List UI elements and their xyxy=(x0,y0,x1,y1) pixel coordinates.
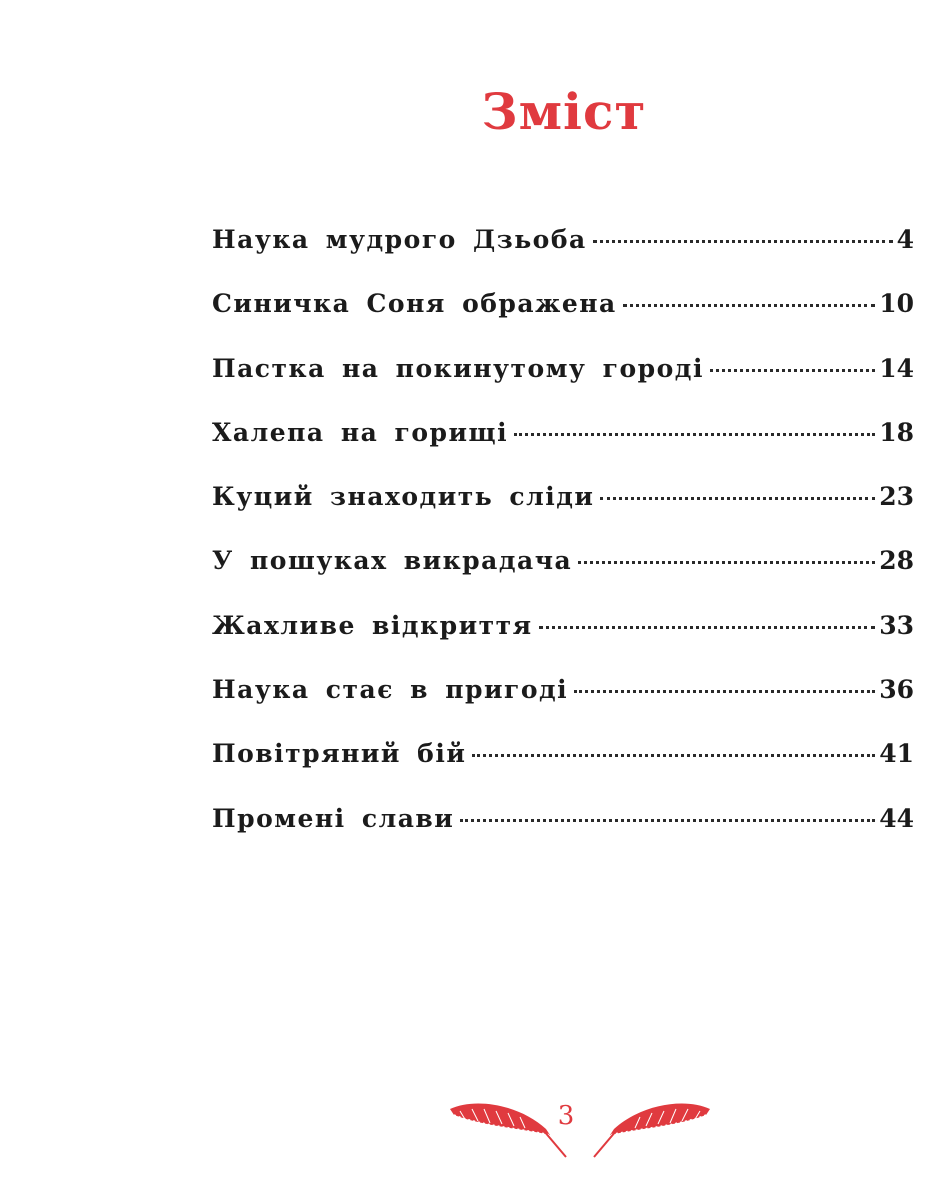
toc-entry-page: 18 xyxy=(879,417,914,447)
toc-entry-page: 36 xyxy=(879,675,914,705)
toc-entry-page: 10 xyxy=(879,289,914,319)
toc-dot-leader xyxy=(578,561,875,564)
toc-dot-leader xyxy=(623,304,875,307)
toc-dot-leader xyxy=(472,754,875,757)
toc-dot-leader xyxy=(710,369,875,372)
toc-dot-leader xyxy=(593,240,893,243)
toc-entry[interactable] xyxy=(212,722,914,786)
toc-entry-title: Синичка Соня ображена xyxy=(212,289,617,319)
toc-entry-page: 44 xyxy=(879,803,914,833)
toc-entry[interactable] xyxy=(212,208,914,272)
toc-entry[interactable] xyxy=(212,401,914,465)
toc-entry-title: Наука стає в пригоді xyxy=(212,675,569,705)
toc-entry[interactable] xyxy=(212,787,914,851)
toc-entry-page: 33 xyxy=(879,610,914,640)
toc-entry[interactable] xyxy=(212,658,914,722)
feather-icon xyxy=(590,1099,714,1159)
toc-dot-leader xyxy=(574,690,875,693)
page-footer xyxy=(0,1095,932,1165)
page-number: 3 xyxy=(557,1101,575,1131)
toc-dot-leader xyxy=(539,626,876,629)
toc-entry-title: Наука мудрого Дзьоба xyxy=(212,225,587,254)
toc-dot-leader xyxy=(514,433,875,436)
toc-dot-leader xyxy=(460,819,875,822)
toc-entry[interactable] xyxy=(212,337,914,401)
toc-entry[interactable] xyxy=(212,272,914,336)
toc-entry-page: 14 xyxy=(879,353,914,383)
toc-entry[interactable] xyxy=(212,529,914,593)
toc-entry-page: 28 xyxy=(879,546,914,576)
toc-entry-page: 4 xyxy=(896,225,914,254)
toc-entry-page: 23 xyxy=(879,482,914,512)
table-of-contents xyxy=(212,208,914,851)
toc-entry-title: Жахливе відкриття xyxy=(212,610,533,640)
toc-entry-title: Повітряний бій xyxy=(212,739,467,769)
toc-entry[interactable] xyxy=(212,465,914,529)
toc-entry-title: Промені слави xyxy=(212,803,455,833)
toc-entry-page: 41 xyxy=(879,739,914,769)
toc-entry-title: Куций знаходить сліди xyxy=(212,482,595,512)
toc-entry[interactable] xyxy=(212,594,914,658)
toc-entry-title: Халепа на горищі xyxy=(212,417,509,447)
toc-entry-title: У пошуках викрадача xyxy=(212,546,573,576)
toc-entry-title: Пастка на покинутому городі xyxy=(212,353,704,383)
toc-dot-leader xyxy=(600,497,875,500)
page-title: Зміст xyxy=(481,82,647,141)
